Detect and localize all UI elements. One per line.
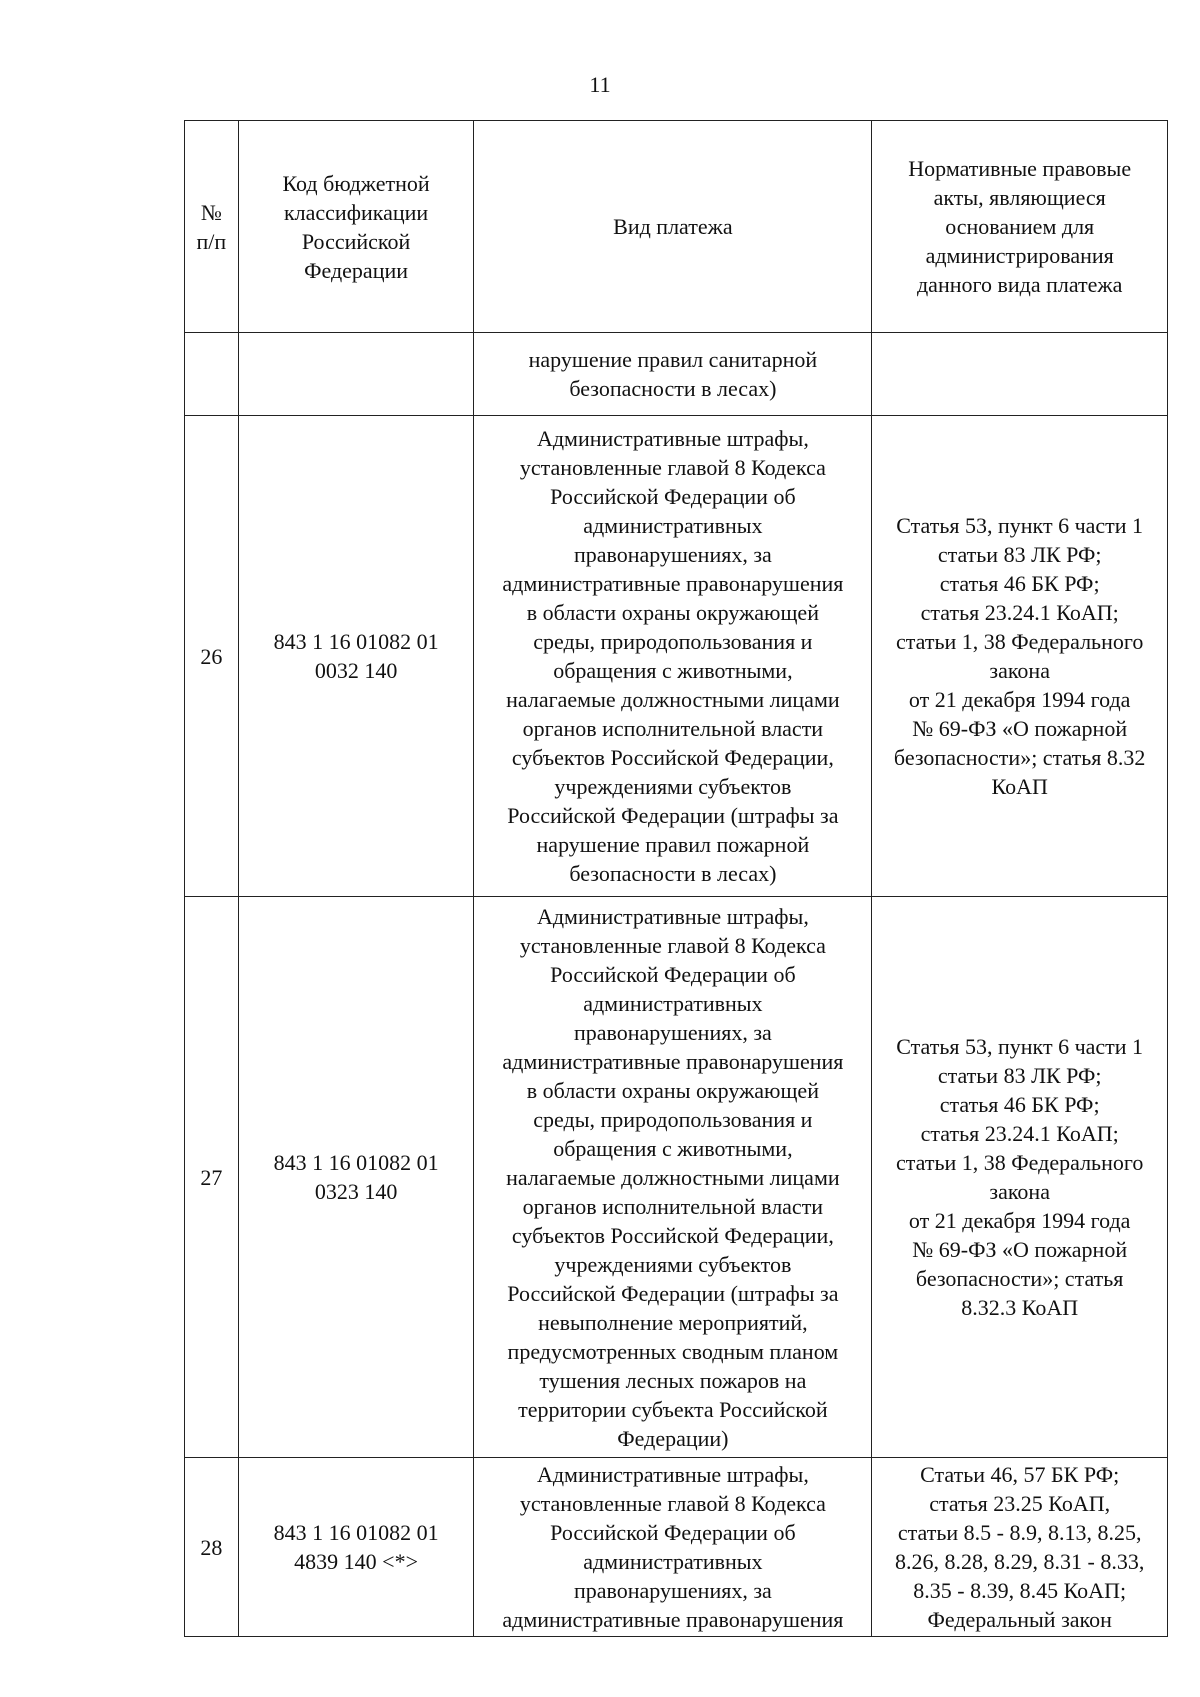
header-legal-acts: Нормативные правовые акты, являющиеся основанием для администрирования данного вида платежа — [872, 121, 1168, 333]
table-row — [185, 897, 1168, 1458]
page-number: 11 — [589, 72, 611, 97]
table-row — [185, 1458, 1168, 1637]
row-acts — [872, 333, 1168, 416]
header-budget-code: Код бюджетной классификации Российской Федерации — [238, 121, 474, 333]
table-row — [185, 333, 1168, 416]
header-number: № п/п — [185, 121, 239, 333]
row-code: 843 1 16 01082 01 0032 140 — [238, 416, 474, 897]
row-number: 26 — [185, 416, 239, 897]
row-payment: Административные штрафы, установленные главой 8 Кодекса Российской Федерации об административных правонарушениях, за административные правонарушения в области охраны окружающей среды, природопользования и обращения с животными, налагаемые должностными лицами органов исполнительной власти субъектов Российской Федерации, учреждениями субъектов Российской Федерации (штрафы за нарушение правил пожарной безопасности в лесах) — [474, 416, 872, 897]
row-acts: Статья 53, пункт 6 части 1 статьи 83 ЛК РФ; статья 46 БК РФ; статья 23.24.1 КоАП; статьи 1, 38 Федерального закона от 21 декабря 1994 года № 69-ФЗ «О пожарной безопасности»; статья 8.32.3 КоАП — [872, 897, 1168, 1458]
row-number — [185, 333, 239, 416]
row-acts: Статьи 46, 57 БК РФ; статья 23.25 КоАП, статьи 8.5 - 8.9, 8.13, 8.25, 8.26, 8.28, 8.29, 8.31 - 8.33, 8.35 - 8.39, 8.45 КоАП; Федеральный закон — [872, 1458, 1168, 1637]
row-payment: нарушение правил санитарной безопасности в лесах) — [474, 333, 872, 416]
header-payment-type: Вид платежа — [474, 121, 872, 333]
payments-table — [184, 120, 1168, 1637]
table-header-row — [185, 121, 1168, 333]
row-acts: Статья 53, пункт 6 части 1 статьи 83 ЛК РФ; статья 46 БК РФ; статья 23.24.1 КоАП; статьи 1, 38 Федерального закона от 21 декабря 1994 года № 69-ФЗ «О пожарной безопасности»; статья 8.32 КоАП — [872, 416, 1168, 897]
table-row — [185, 416, 1168, 897]
row-number: 27 — [185, 897, 239, 1458]
row-payment: Административные штрафы, установленные главой 8 Кодекса Российской Федерации об административных правонарушениях, за административные правонарушения — [474, 1458, 872, 1637]
row-payment: Административные штрафы, установленные главой 8 Кодекса Российской Федерации об административных правонарушениях, за административные правонарушения в области охраны окружающей среды, природопользования и обращения с животными, налагаемые должностными лицами органов исполнительной власти субъектов Российской Федерации, учреждениями субъектов Российской Федерации (штрафы за невыполнение мероприятий, предусмотренных сводным планом тушения лесных пожаров на территории субъекта Российской Федерации) — [474, 897, 872, 1458]
row-code: 843 1 16 01082 01 0323 140 — [238, 897, 474, 1458]
row-number: 28 — [185, 1458, 239, 1637]
row-code — [238, 333, 474, 416]
row-code: 843 1 16 01082 01 4839 140 <*> — [238, 1458, 474, 1637]
